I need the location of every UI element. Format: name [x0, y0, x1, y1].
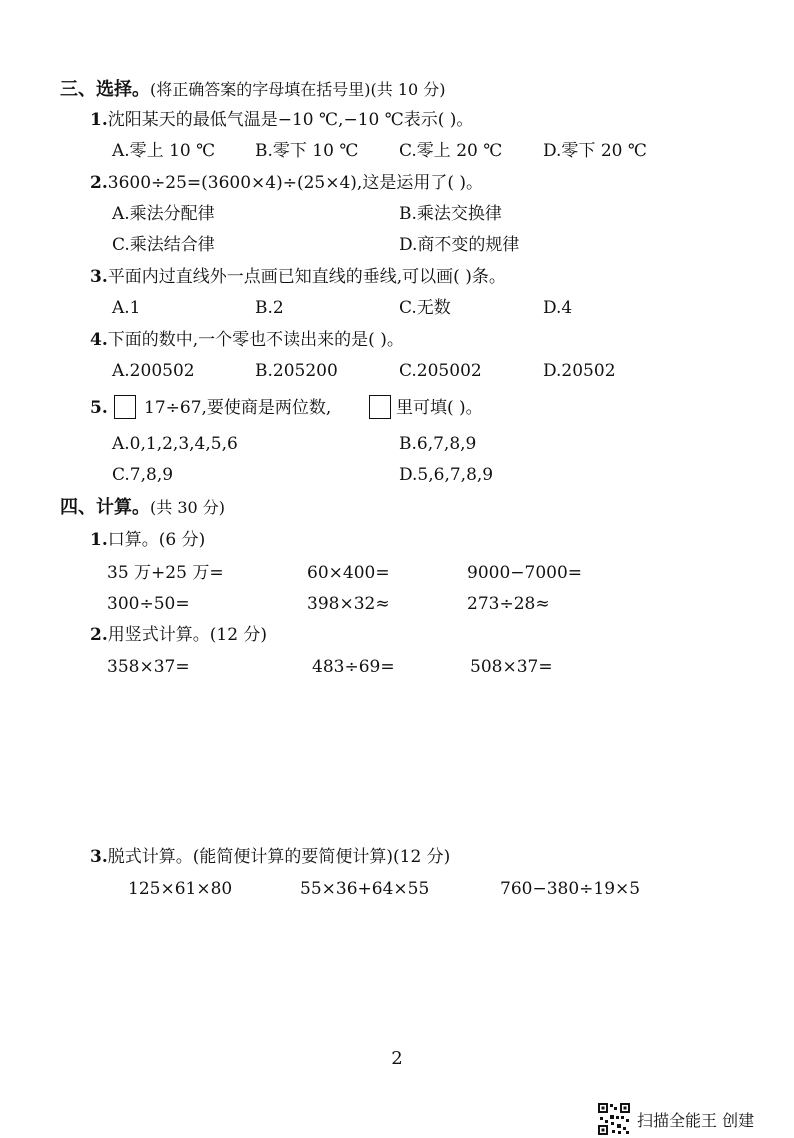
part-1-points: (6 分): [158, 530, 206, 550]
part-2-heading: [90, 625, 267, 645]
oral-calc-item: 300÷50=: [107, 594, 190, 614]
q5-option-c: C.7,8,9: [112, 465, 174, 485]
oral-calc-item: 35 万+25 万=: [107, 563, 224, 583]
question-4-number: 4.: [90, 330, 108, 350]
question-5-text-b: 里可填( )。: [396, 398, 483, 418]
q2-option-b: B.乘法交换律: [399, 204, 502, 224]
q3-option-c: C.无数: [399, 298, 451, 318]
question-1-number: 1.: [90, 110, 108, 130]
q4-option-a: A.200502: [112, 361, 195, 381]
question-3-text: 平面内过直线外一点画已知直线的垂线,可以画( )条。: [107, 267, 506, 287]
part-3-points: (能简便计算的要简便计算)(12 分): [192, 847, 451, 867]
part-1-title: 口算。: [107, 530, 159, 550]
q4-option-c: C.205002: [399, 361, 482, 381]
stepwise-calc-item: 760−380÷19×5: [500, 879, 641, 899]
q1-option-d: D.零下 20 ℃: [543, 141, 647, 161]
question-2-number: 2.: [90, 173, 108, 193]
question-5-text-a: 17÷67,要使商是两位数,: [144, 398, 332, 418]
q4-option-b: B.205200: [255, 361, 338, 381]
vertical-calc-item: 483÷69=: [312, 657, 395, 677]
question-1-text: 沈阳某天的最低气温是−10 ℃,−10 ℃表示( )。: [107, 110, 474, 130]
question-5-number: 5.: [90, 398, 108, 418]
oral-calc-item: 9000−7000=: [467, 563, 583, 583]
part-1-number: 1.: [90, 530, 108, 550]
q2-option-d: D.商不变的规律: [399, 235, 520, 255]
q3-option-a: A.1: [112, 298, 141, 318]
q2-option-a: A.乘法分配律: [112, 204, 215, 224]
blank-digit-box-reference: [369, 395, 391, 419]
oral-calc-item: 60×400=: [307, 563, 390, 583]
part-3-title: 脱式计算。: [107, 847, 193, 867]
q5-option-b: B.6,7,8,9: [399, 434, 477, 454]
section-4-title: 四、计算。: [60, 497, 150, 518]
question-2: [90, 173, 483, 193]
qr-code-icon: [597, 1102, 631, 1136]
question-1: [90, 110, 473, 130]
stepwise-calc-item: 55×36+64×55: [300, 879, 430, 899]
page-number: 2: [391, 1048, 403, 1069]
stepwise-calc-item: 125×61×80: [128, 879, 233, 899]
scanner-watermark: [597, 1102, 787, 1138]
question-2-text: 3600÷25=(3600×4)÷(25×4),这是运用了( )。: [107, 173, 483, 193]
part-3-heading: [90, 847, 450, 867]
question-3: [90, 267, 506, 287]
section-3-note: (将正确答案的字母填在括号里)(共 10 分): [150, 80, 446, 99]
question-4: [90, 330, 404, 350]
part-2-points: (12 分): [209, 625, 268, 645]
part-2-number: 2.: [90, 625, 108, 645]
section-4-heading: [60, 498, 225, 518]
q5-option-a: A.0,1,2,3,4,5,6: [112, 434, 238, 454]
q1-option-a: A.零上 10 ℃: [112, 141, 216, 161]
section-4-note: (共 30 分): [150, 498, 226, 517]
q3-option-b: B.2: [255, 298, 284, 318]
part-3-number: 3.: [90, 847, 108, 867]
scanner-text: 扫描全能王 创建: [637, 1111, 755, 1130]
question-4-text: 下面的数中,一个零也不读出来的是( )。: [107, 330, 404, 350]
question-3-number: 3.: [90, 267, 108, 287]
oral-calc-item: 398×32≈: [307, 594, 390, 614]
q3-option-d: D.4: [543, 298, 573, 318]
blank-digit-box[interactable]: [114, 395, 136, 419]
vertical-calc-item: 358×37=: [107, 657, 190, 677]
part-1-heading: [90, 530, 205, 550]
vertical-calc-item: 508×37=: [470, 657, 553, 677]
q1-option-c: C.零上 20 ℃: [399, 141, 503, 161]
q4-option-d: D.20502: [543, 361, 616, 381]
oral-calc-item: 273÷28≈: [467, 594, 550, 614]
q5-option-d: D.5,6,7,8,9: [399, 465, 494, 485]
q1-option-b: B.零下 10 ℃: [255, 141, 359, 161]
section-3-title: 三、选择。: [60, 79, 150, 100]
part-2-title: 用竖式计算。: [107, 625, 210, 645]
section-3-heading: [60, 80, 446, 100]
q2-option-c: C.乘法结合律: [112, 235, 215, 255]
